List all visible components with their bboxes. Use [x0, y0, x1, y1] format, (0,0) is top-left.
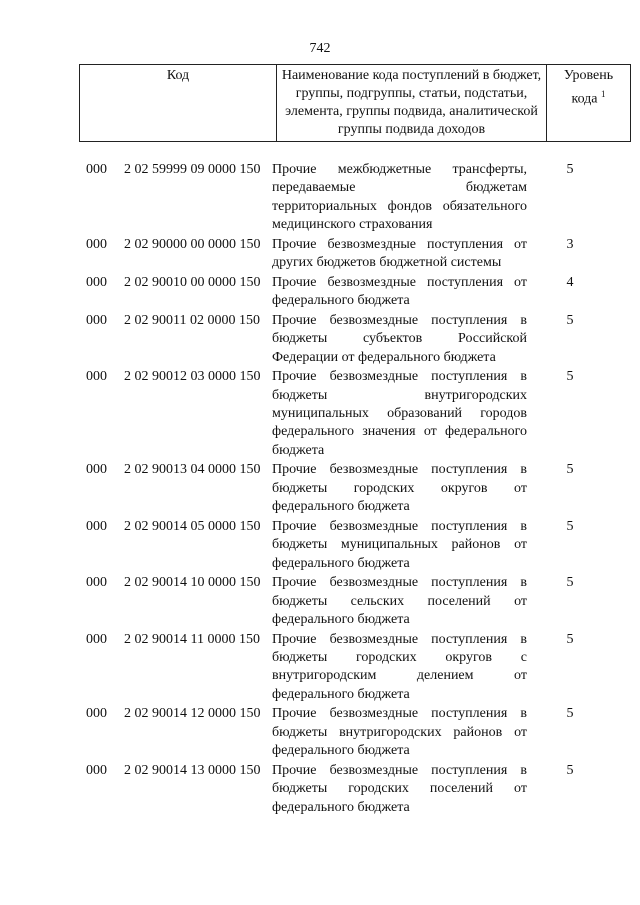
row-code: 2 02 90000 00 0000 150	[124, 236, 261, 252]
table-row	[79, 518, 609, 573]
page-number: 742	[309, 41, 331, 56]
row-prefix: 000	[86, 462, 107, 478]
row-prefix: 000	[86, 762, 107, 778]
table-row	[79, 368, 609, 460]
row-name: Прочие безвозмездные поступления в бюджеты внутригородских муниципальных образований городов федерального значения от федерального бюджета	[272, 369, 527, 458]
table-row	[79, 274, 609, 311]
row-prefix: 000	[86, 236, 107, 252]
row-level: 4	[566, 274, 574, 290]
table-row	[79, 631, 609, 705]
header-name: Наименование кода поступлений в бюджет, группы, подгруппы, статьи, подстатьи, элемента, группы подвида, аналитической группы подвида доходов	[277, 65, 547, 142]
row-level: 5	[566, 575, 574, 591]
row-code: 2 02 90012 03 0000 150	[124, 369, 261, 385]
table-body	[79, 161, 609, 817]
row-code: 2 02 90014 10 0000 150	[124, 575, 261, 591]
table-row	[79, 312, 609, 367]
header-level-label: Уровень кода	[563, 68, 614, 107]
header-level	[547, 65, 631, 142]
row-name: Прочие безвозмездные поступления от других бюджетов бюджетной системы	[272, 236, 527, 271]
row-level: 5	[566, 369, 574, 385]
row-code: 2 02 90013 04 0000 150	[124, 462, 261, 478]
row-name: Прочие безвозмездные поступления в бюджеты внутригородских районов от федерального бюджета	[272, 706, 527, 759]
row-name: Прочие безвозмездные поступления в бюджеты муниципальных районов от федерального бюджета	[272, 518, 527, 571]
row-level: 5	[566, 706, 574, 722]
header-code: Код	[80, 65, 277, 142]
table-row	[79, 705, 609, 760]
row-name: Прочие безвозмездные поступления в бюджеты городских поселений от федерального бюджета	[272, 762, 527, 815]
row-level: 5	[566, 162, 574, 177]
row-prefix: 000	[86, 162, 107, 177]
row-name: Прочие межбюджетные трансферты, передаваемые бюджетам территориальных фондов обязательного медицинского страхования	[272, 162, 527, 233]
row-level: 5	[566, 462, 574, 478]
row-name: Прочие безвозмездные поступления в бюджеты городских округов от федерального бюджета	[272, 462, 527, 515]
table-header	[79, 64, 631, 142]
footnote-marker: 1	[601, 89, 606, 99]
row-prefix: 000	[86, 274, 107, 290]
row-code: 2 02 90014 05 0000 150	[124, 518, 261, 534]
row-level: 5	[566, 518, 574, 534]
row-name: Прочие безвозмездные поступления от федерального бюджета	[272, 274, 527, 309]
table-row	[79, 762, 609, 817]
row-name: Прочие безвозмездные поступления в бюджеты городских округов с внутригородским делением от федерального бюджета	[272, 631, 527, 702]
row-code: 2 02 59999 09 0000 150	[124, 162, 261, 177]
table-row	[79, 161, 609, 235]
row-code: 2 02 90011 02 0000 150	[124, 312, 260, 328]
row-prefix: 000	[86, 631, 107, 647]
row-prefix: 000	[86, 706, 107, 722]
table-row	[79, 236, 609, 273]
row-code: 2 02 90010 00 0000 150	[124, 274, 261, 290]
row-prefix: 000	[86, 369, 107, 385]
row-name: Прочие безвозмездные поступления в бюджеты сельских поселений от федерального бюджета	[272, 575, 527, 628]
row-level: 5	[566, 312, 574, 328]
row-prefix: 000	[86, 575, 107, 591]
row-level: 5	[566, 631, 574, 647]
row-name: Прочие безвозмездные поступления в бюджеты субъектов Российской Федерации от федерального бюджета	[272, 312, 527, 365]
row-code: 2 02 90014 13 0000 150	[124, 762, 261, 778]
row-level: 5	[566, 762, 574, 778]
row-code: 2 02 90014 11 0000 150	[124, 631, 260, 647]
row-prefix: 000	[86, 518, 107, 534]
table-row	[79, 461, 609, 516]
row-code: 2 02 90014 12 0000 150	[124, 706, 261, 722]
row-prefix: 000	[86, 312, 107, 328]
table-row	[79, 574, 609, 629]
row-level: 3	[566, 236, 574, 252]
